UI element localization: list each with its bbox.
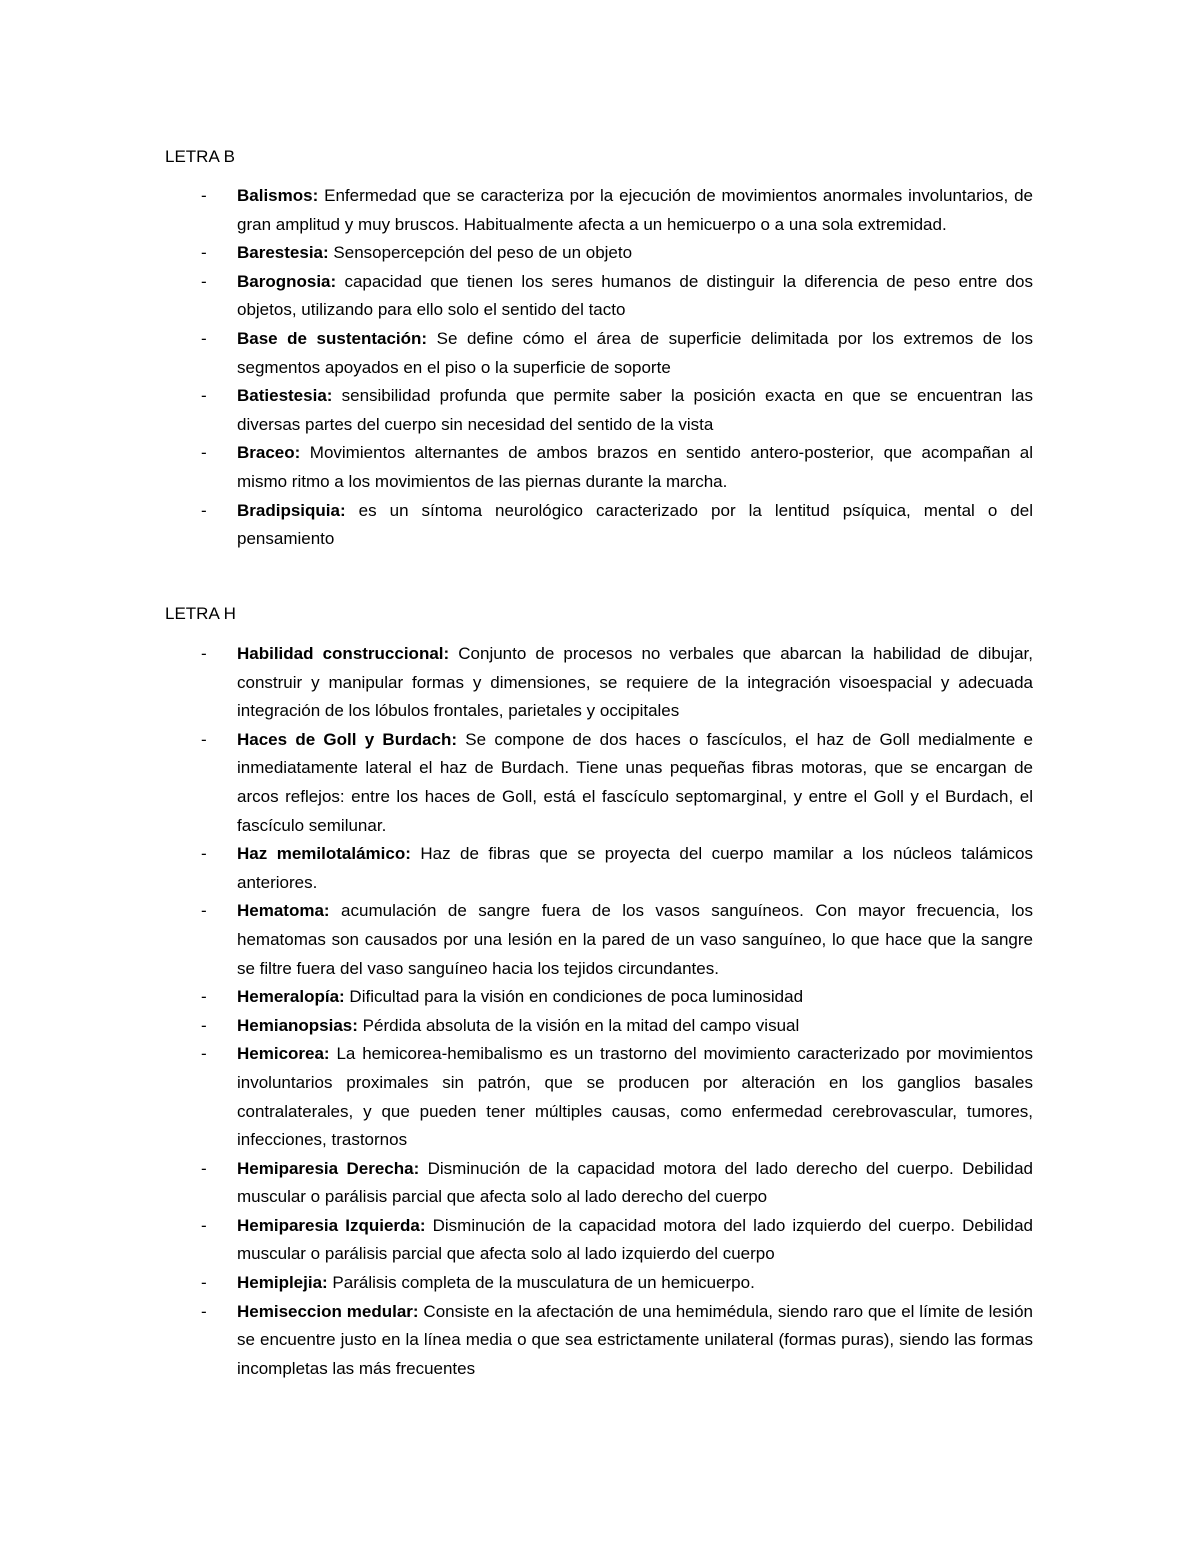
entry-term: Balismos: <box>237 186 319 205</box>
entry-term: Batiestesia: <box>237 386 333 406</box>
entry-definition: Haz de fibras que se proyecta del cuerpo mamilar a los núcleos talámicos anteriores. <box>237 844 1033 892</box>
entry-definition: Enfermedad que se caracteriza por la ejecución de movimientos anormales involuntarios, de gran amplitud y muy bruscos. Habitualmente afecta a un hemicuerpo o a una sola extremidad. <box>237 186 1033 234</box>
entry-definition: capacidad que tienen los seres humanos de distinguir la diferencia de peso entre dos objetos, utilizando para ello solo el sentido del tacto <box>237 271 1033 320</box>
bullet-dash: - <box>201 844 207 864</box>
entry-definition: La hemicorea-hemibalismo es un trastorno del movimiento caracterizado por movimientos involuntarios proximales sin patrón, que se producen por alteración en los ganglios basales contralaterales, y que pueden tener múltiples causas, como enfermedad cerebrovascular, tumores, infecciones, trastornos <box>237 1044 1033 1150</box>
entry-term: Barognosia: <box>237 271 337 291</box>
glossary-entry <box>201 840 1033 897</box>
bullet-dash: - <box>201 328 207 348</box>
glossary-entry <box>201 1040 1033 1154</box>
section-heading-letra-h: LETRA H <box>165 604 236 623</box>
glossary-list-letra-b <box>201 182 1033 554</box>
entry-definition: Dificultad para la visión en condiciones de poca luminosidad <box>344 987 804 1007</box>
glossary-entry <box>201 1155 1033 1212</box>
bullet-dash: - <box>201 987 207 1007</box>
bullet-dash: - <box>201 644 207 663</box>
entry-definition: Consiste en la afectación de una hemimédula, siendo raro que el límite de lesión se encuentre justo en la línea media o que sea estrictamente unilateral (formas puras), siendo las formas incompletas las más frecuentes <box>237 1301 1033 1378</box>
entry-term: Hemiparesia Derecha: <box>237 1158 420 1178</box>
glossary-entry <box>201 726 1033 840</box>
bullet-dash: - <box>201 901 207 921</box>
entry-term: Hemiseccion medular: <box>237 1301 419 1321</box>
entry-definition: sensibilidad profunda que permite saber la posición exacta en que se encuentran las diversas partes del cuerpo sin necesidad del sentido de la vista <box>237 386 1033 434</box>
bullet-dash: - <box>201 1015 207 1035</box>
entry-definition: Sensopercepción del peso de un objeto <box>328 243 633 263</box>
entry-definition: Movimientos alternantes de ambos brazos en sentido antero-posterior, que acompañan al mismo ritmo a los movimientos de las piernas durante la marcha. <box>237 443 1033 491</box>
entry-term: Habilidad construccional: <box>237 644 450 663</box>
entry-term: Braceo: <box>237 443 301 463</box>
entry-term: Hemiparesia Izquierda: <box>237 1215 426 1235</box>
entry-definition: Disminución de la capacidad motora del lado izquierdo del cuerpo. Debilidad muscular o parálisis parcial que afecta solo al lado izquierdo del cuerpo <box>237 1215 1033 1264</box>
entry-term: Bradipsiquia: <box>237 500 346 520</box>
entry-definition: Se compone de dos haces o fascículos, el haz de Goll medialmente e inmediatamente lateral el haz de Burdach. Tiene unas pequeñas fibras motoras, que se encargan de arcos reflejos: entre los haces de Goll, está el fascículo septomarginal, y entre el Goll y el Burdach, el fascículo semilunar. <box>237 729 1033 835</box>
entry-definition: Pérdida absoluta de la visión en la mitad del campo visual <box>357 1015 800 1035</box>
glossary-entry <box>201 325 1033 382</box>
glossary-entry <box>201 439 1033 496</box>
glossary-entry <box>201 1012 1033 1041</box>
bullet-dash: - <box>201 443 207 463</box>
section-heading-letra-b: LETRA B <box>165 147 235 166</box>
glossary-entry <box>201 382 1033 439</box>
glossary-entry <box>201 1298 1033 1384</box>
entry-term: Hemianopsias: <box>237 1015 358 1035</box>
entry-term: Hemeralopía: <box>237 987 345 1007</box>
bullet-dash: - <box>201 1044 207 1064</box>
entry-term: Base de sustentación: <box>237 328 428 348</box>
bullet-dash: - <box>201 1158 207 1178</box>
entry-definition: Se define cómo el área de superficie delimitada por los extremos de los segmentos apoyados en el piso o la superficie de soporte <box>237 328 1033 377</box>
entry-term: Hemiplejia: <box>237 1273 328 1293</box>
entry-definition: Disminución de la capacidad motora del lado derecho del cuerpo. Debilidad muscular o parálisis parcial que afecta solo al lado derecho del cuerpo <box>237 1158 1033 1207</box>
glossary-entry <box>201 983 1033 1012</box>
bullet-dash: - <box>201 500 207 520</box>
bullet-dash: - <box>201 1215 207 1235</box>
entry-definition: Conjunto de procesos no verbales que abarcan la habilidad de dibujar, construir y manipular formas y dimensiones, se requiere de la integración visoespacial y adecuada integración de los lóbulos frontales, parietales y occipitales <box>237 644 1033 721</box>
glossary-entry <box>201 268 1033 325</box>
bullet-dash: - <box>201 1273 207 1293</box>
entry-term: Haces de Goll y Burdach: <box>237 729 458 749</box>
entry-definition: acumulación de sangre fuera de los vasos sanguíneos. Con mayor frecuencia, los hematomas son causados por una lesión en la pared de un vaso sanguíneo, lo que hace que la sangre se filtre fuera del vaso sanguíneo hacia los tejidos circundantes. <box>237 901 1033 978</box>
bullet-dash: - <box>201 386 207 406</box>
entry-term: Barestesia: <box>237 243 329 263</box>
entry-term: Haz memilotalámico: <box>237 844 411 864</box>
bullet-dash: - <box>201 271 207 291</box>
entry-definition: Parálisis completa de la musculatura de un hemicuerpo. <box>327 1273 755 1293</box>
glossary-entry <box>201 1212 1033 1269</box>
glossary-entry <box>201 497 1033 554</box>
bullet-dash: - <box>201 729 207 749</box>
bullet-dash: - <box>201 243 207 263</box>
glossary-entry <box>201 239 1033 268</box>
glossary-entry <box>201 182 1033 239</box>
glossary-entry <box>201 897 1033 983</box>
glossary-entry <box>201 1269 1033 1298</box>
glossary-list-letra-h <box>201 640 1033 1383</box>
entry-term: Hemicorea: <box>237 1044 330 1064</box>
bullet-dash: - <box>201 186 207 205</box>
entry-definition: es un síntoma neurológico caracterizado por la lentitud psíquica, mental o del pensamiento <box>237 500 1033 549</box>
bullet-dash: - <box>201 1301 207 1321</box>
entry-term: Hematoma: <box>237 901 330 921</box>
glossary-entry <box>201 640 1033 726</box>
